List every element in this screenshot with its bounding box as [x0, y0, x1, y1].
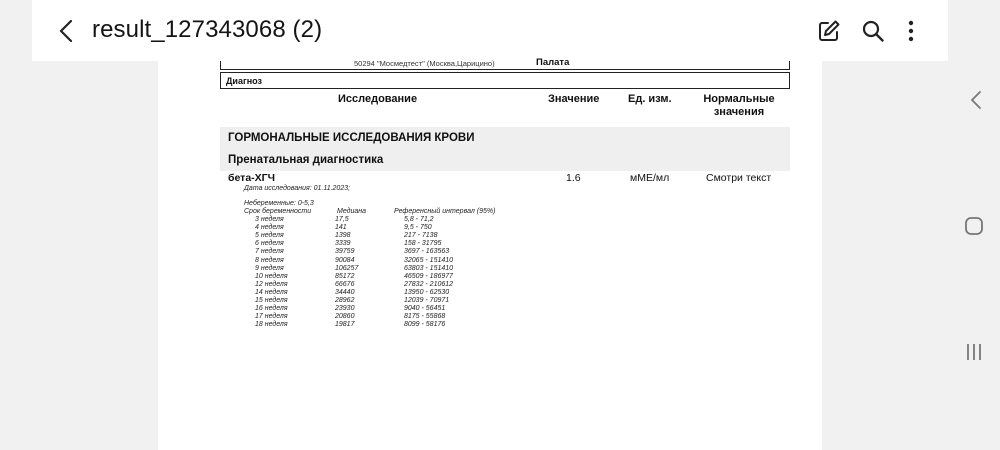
ref-cell-median: 1398 [335, 232, 351, 240]
ref-cell-term: 17 неделя [255, 313, 288, 321]
lab-name: 50294 "Мосмедтест" (Москва,Царицино) [354, 59, 495, 68]
ref-cell-median: 17,5 [335, 216, 349, 224]
non-pregnant-range: Небеременные: 0-5,3 [244, 200, 314, 207]
ref-cell-interval: 9,5 - 750 [404, 224, 432, 232]
more-vertical-icon [899, 19, 923, 43]
ref-cell-term: 9 неделя [255, 264, 284, 272]
ref-cell-interval: 46509 - 186977 [404, 272, 454, 280]
ref-cell-median: 141 [335, 224, 347, 232]
more-options-button[interactable] [899, 19, 923, 43]
ref-cell-term: 14 неделя [255, 288, 288, 296]
ref-cell-median: 3339 [335, 240, 351, 248]
ref-header-term: Срок беременности [244, 208, 312, 215]
test-normal: Смотри текст [706, 172, 772, 184]
subsection-title: Пренатальная диагностика [220, 149, 790, 171]
ref-header-median: Медиана [337, 208, 367, 215]
ref-cell-term: 3 неделя [255, 216, 284, 224]
ref-cell-term: 18 неделя [255, 321, 288, 329]
document-title: result_127343068 (2) [92, 16, 323, 43]
ref-cell-median: 19817 [335, 321, 355, 329]
ref-cell-median: 106257 [335, 264, 359, 272]
column-header-normal: Нормальные значения [703, 93, 775, 118]
ref-cell-interval: 217 - 7138 [404, 232, 438, 240]
ref-cell-median: 28962 [335, 297, 355, 305]
ref-cell-interval: 63803 - 151410 [404, 264, 454, 272]
ref-cell-term: 5 неделя [255, 232, 284, 240]
ref-cell-interval: 9040 - 56451 [404, 305, 446, 313]
ref-cell-term: 16 неделя [255, 305, 288, 313]
section-title: ГОРМОНАЛЬНЫЕ ИССЛЕДОВАНИЯ КРОВИ [220, 127, 790, 149]
ref-cell-interval: 8175 - 55868 [404, 313, 446, 321]
nav-recents-icon [962, 340, 986, 364]
test-value: 1.6 [566, 172, 581, 184]
ref-cell-term: 12 неделя [255, 280, 288, 288]
nav-home-icon [962, 214, 986, 238]
ref-cell-term: 6 неделя [255, 240, 284, 248]
test-name: бета-ХГЧ [228, 172, 275, 184]
lab-info-row [220, 57, 790, 70]
search-icon [861, 19, 885, 43]
ref-cell-interval: 12039 - 70971 [404, 297, 450, 305]
nav-recents-button[interactable] [962, 340, 986, 364]
ref-cell-median: 20860 [335, 313, 355, 321]
ref-cell-median: 66676 [335, 280, 355, 288]
ref-cell-median: 23930 [335, 305, 355, 313]
ref-cell-interval: 5,8 - 71,2 [404, 216, 434, 224]
column-header-value: Значение [548, 93, 600, 105]
column-header-study: Исследование [338, 93, 418, 105]
ref-cell-term: 8 неделя [255, 256, 284, 264]
document-page[interactable] [158, 57, 822, 450]
ref-cell-term: 15 неделя [255, 297, 288, 305]
nav-back-icon [965, 88, 989, 112]
column-header-unit: Ед. изм. [628, 93, 672, 105]
diagnosis-box: Диагноз [220, 72, 790, 89]
ref-cell-interval: 3697 - 163563 [404, 248, 450, 256]
ref-cell-median: 90084 [335, 256, 355, 264]
ref-cell-interval: 32065 - 151410 [404, 256, 454, 264]
ref-cell-term: 7 неделя [255, 248, 284, 256]
ref-cell-term: 10 неделя [255, 272, 288, 280]
ref-cell-interval: 8099 - 58176 [404, 321, 446, 329]
nav-home-button[interactable] [962, 214, 986, 238]
study-date: Дата исследования: 01.11.2023; [244, 185, 351, 192]
search-button[interactable] [861, 19, 885, 43]
ward-label: Палата [536, 57, 570, 68]
ref-cell-median: 85172 [335, 272, 355, 280]
back-button[interactable] [54, 18, 78, 44]
edit-button[interactable] [817, 19, 841, 43]
ref-cell-interval: 27832 - 210612 [404, 280, 454, 288]
edit-icon [817, 19, 841, 43]
chevron-left-icon [54, 18, 78, 44]
ref-cell-median: 34440 [335, 288, 355, 296]
nav-back-button[interactable] [965, 88, 989, 112]
ref-cell-term: 4 неделя [255, 224, 284, 232]
ref-cell-interval: 13950 - 62530 [404, 288, 450, 296]
ref-header-interval: Референсный интервал (95%) [394, 208, 496, 215]
ref-cell-interval: 158 - 31795 [404, 240, 442, 248]
ref-cell-median: 39759 [335, 248, 355, 256]
test-unit: мМЕ/мл [630, 172, 670, 184]
